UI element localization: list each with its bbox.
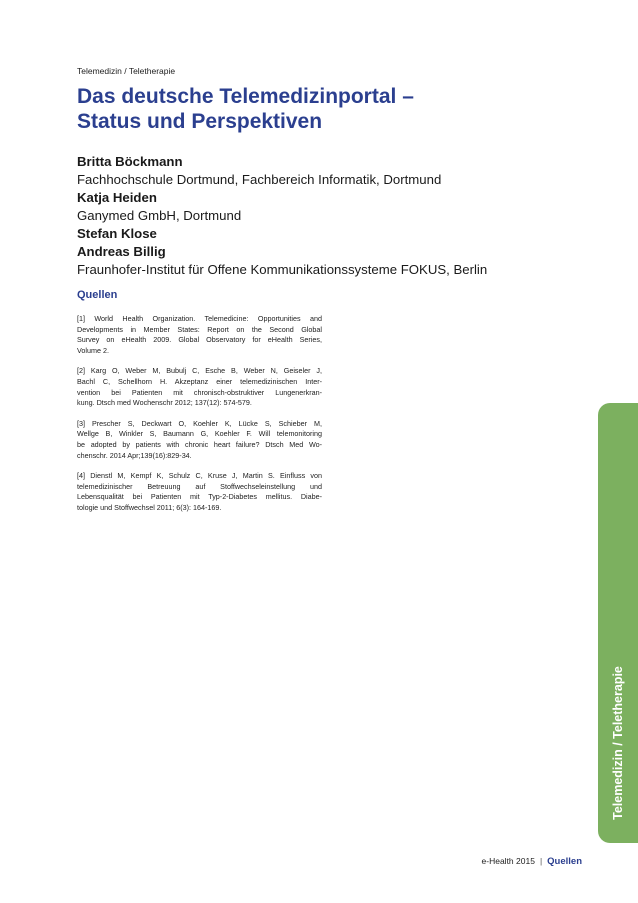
reference-item	[77, 419, 322, 461]
reference-list	[77, 314, 322, 524]
reference-line: Developments in Member States: Report on the Second Global	[77, 324, 322, 334]
reference-line: Survey on eHealth 2009. Global Observatory for eHealth Series,	[77, 335, 322, 345]
reference-line: Volume 2.	[77, 345, 109, 355]
reference-line: vention bei Patienten mit chronisch-obstruktiver Lungenerkran-	[77, 387, 322, 397]
reference-line: [4] Dienstl M, Kempf K, Schulz C, Kruse J, Martin S. Einfluss von	[77, 471, 322, 481]
reference-item	[77, 366, 322, 408]
reference-line: be adopted by patients with chronic heart failure? Dtsch Med Wo-	[77, 439, 322, 449]
footer-separator: |	[539, 856, 543, 866]
author-affiliation: Fraunhofer-Institut für Offene Kommunikationssysteme FOKUS, Berlin	[77, 262, 488, 277]
reference-line: [2] Karg O, Weber M, Bubulj C, Esche B, Weber N, Geiseler J,	[77, 366, 322, 376]
reference-line: kung. Dtsch med Wochenschr 2012; 137(12): 574-579.	[77, 398, 252, 408]
title-line-2: Status und Perspektiven	[77, 110, 323, 133]
author-name: Stefan Klose	[77, 226, 157, 241]
reference-item	[77, 314, 322, 356]
footer-publication: e-Health 2015	[481, 856, 535, 866]
side-tab-label: Telemedizin / Teletherapie	[611, 666, 625, 820]
author-block	[77, 153, 597, 279]
author-name: Britta Böckmann	[77, 154, 183, 169]
author-affiliation: Fachhochschule Dortmund, Fachbereich Informatik, Dortmund	[77, 172, 442, 187]
author-name: Andreas Billig	[77, 244, 166, 259]
article-title	[77, 84, 537, 134]
reference-line: chenschr. 2014 Apr;139(16):829-34.	[77, 450, 192, 460]
reference-line: tologie und Stoffwechsel 2011; 6(3): 164-169.	[77, 502, 222, 512]
reference-line: Wellge B, Winkler S, Baumann G, Koehler F. Will telemonitoring	[77, 429, 322, 439]
page-footer	[482, 856, 582, 867]
title-line-1: Das deutsche Telemedizinportal –	[77, 85, 414, 108]
running-header: Telemedizin / Teletherapie	[77, 66, 176, 76]
reference-line: Bachl C, Schellhorn H. Akzeptanz einer telemedizinischen Inter-	[77, 376, 322, 386]
reference-line: [3] Prescher S, Deckwart O, Koehler K, Lücke S, Schieber M,	[77, 418, 322, 428]
author-name: Katja Heiden	[77, 190, 157, 205]
reference-item	[77, 471, 322, 513]
footer-section: Quellen	[547, 856, 582, 867]
reference-line: Lebensqualität bei Patienten mit Typ-2-Diabetes mellitus. Diabe-	[77, 492, 322, 502]
section-heading: Quellen	[77, 289, 118, 301]
author-affiliation: Ganymed GmbH, Dortmund	[77, 208, 242, 223]
reference-line: [1] World Health Organization. Telemedicine: Opportunities and	[77, 314, 322, 323]
reference-line: telemedizinischer Betreuung auf Stoffwechseleinstellung und	[77, 481, 322, 491]
